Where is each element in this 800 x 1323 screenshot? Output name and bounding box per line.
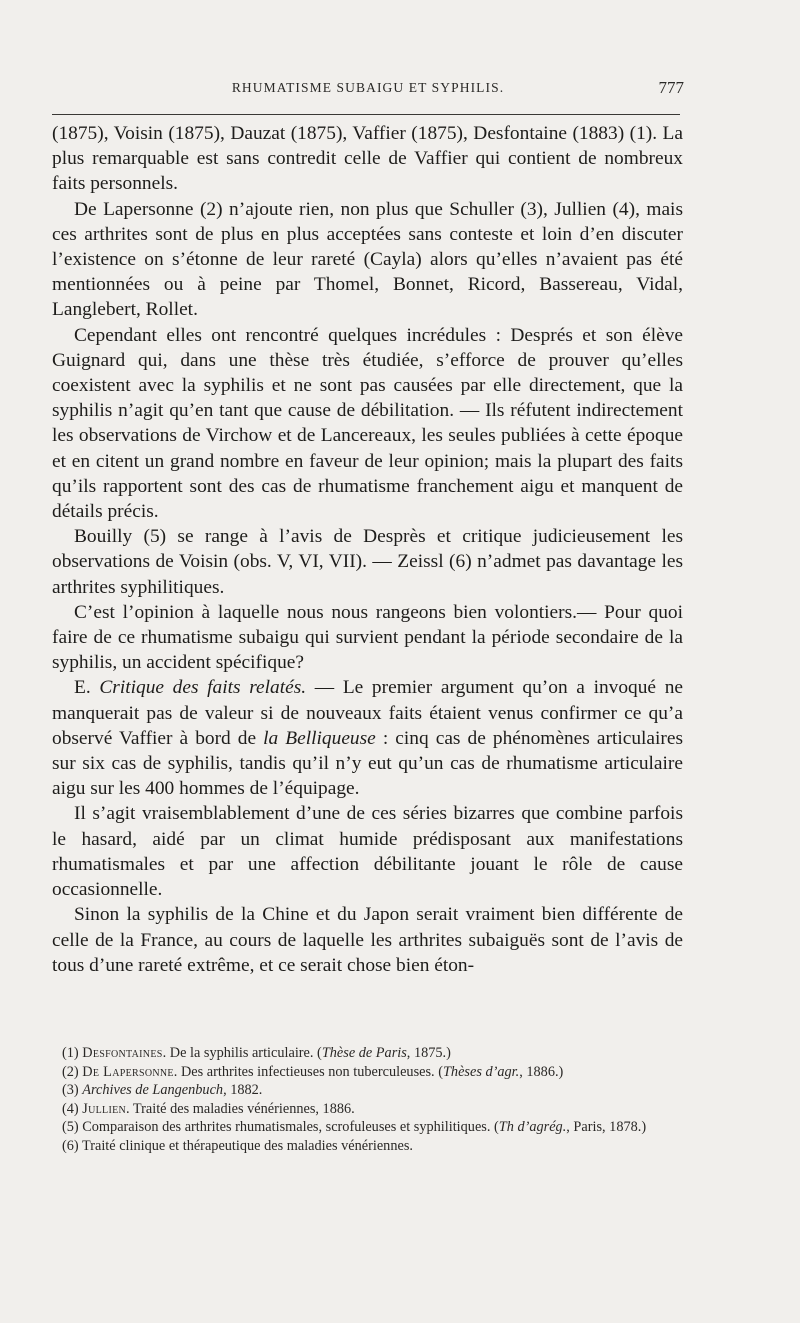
footnote-source: Archives de Langenbuch bbox=[82, 1082, 224, 1098]
footnote-3 bbox=[52, 1081, 682, 1100]
footnote-source: Th d’agrég. bbox=[498, 1119, 567, 1135]
footnote-text: , 1886.) bbox=[519, 1063, 564, 1080]
footnote-author: Desfontaines bbox=[82, 1045, 163, 1061]
running-title: RHUMATISME SUBAIGU ET SYPHILIS. bbox=[231, 80, 505, 95]
body-text bbox=[52, 121, 683, 978]
section-heading: Critique des faits relatés. bbox=[99, 677, 307, 699]
paragraph-5: C’est l’opinion à laquelle nous nous rangeons bien volontiers.— Pour quoi faire de ce rhumatisme subaigu qui survient pendant la période secondaire de la syphilis, un accident spécifique? bbox=[52, 601, 683, 674]
paragraph-3: Cependant elles ont rencontré quelques incrédules : Després et son élève Guignard qui, dans une thèse très étudiée, s’efforce de prouver qu’elles coexistent avec la syphilis et ne sont pas causées par elle directement, que la syphilis n’agit qu’en tant que cause de débilitation. — Ils réfutent indirectement les observations de Virchow et de Lancereaux, les seules publiées à cette époque et en citent un grand nombre en faveur de leur opinion; mais la plupart des faits qu’ils rapportent sont des cas de rhumatisme franchement aigu et manquent de détails précis. bbox=[52, 324, 683, 523]
footnote-author: Jullien bbox=[82, 1100, 127, 1117]
paragraph-6-text-b: : cinq cas de phénomènes articulaires sur six cas de syphilis, tandis qu’il n’y eut qu’un cas de rhumatisme articulaire aigu sur les 400 hommes de l’équipage. bbox=[52, 727, 684, 800]
footnote-text: Traité clinique et thérapeutique des maladies vénériennes. bbox=[82, 1137, 413, 1154]
paragraph-8: Sinon la syphilis de la Chine et du Japon serait vraiment bien différente de celle de la France, au cours de laquelle les arthrites subaiguës sont de l’avis de tous d’une rareté extrême, et ce serait chose bien éton- bbox=[52, 904, 683, 976]
page-number: 777 bbox=[658, 78, 684, 97]
footnote-text: , 1875.) bbox=[406, 1045, 451, 1061]
paragraph-6 bbox=[52, 675, 683, 801]
footnote-number: (6) bbox=[62, 1137, 82, 1154]
footnote-source: Thèse de Paris bbox=[321, 1045, 407, 1061]
section-letter: E. bbox=[74, 677, 100, 699]
paragraph-4: Bouilly (5) se range à l’avis de Desprès et critique judicieusement les observations de Voisin (obs. V, VI, VII). — Zeissl (6) n’admet pas davantage les arthrites syphilitiques. bbox=[52, 526, 683, 598]
footnote-number: (1) bbox=[62, 1045, 83, 1061]
header-rule bbox=[52, 114, 680, 115]
footnote-text: . Traité des maladies vénériennes, 1886. bbox=[126, 1100, 355, 1117]
footnote-number: (2) bbox=[62, 1063, 83, 1080]
footnotes bbox=[52, 1044, 682, 1155]
paragraph-1: (1875), Voisin (1875), Dauzat (1875), Vaffier (1875), Desfontaine (1883) (1). La plus remarquable est sans contredit celle de Vaffier qui contient de nombreux faits personnels. bbox=[52, 123, 683, 195]
footnote-text: Comparaison des arthrites rhumatismales, scrofuleuses et syphilitiques. ( bbox=[82, 1119, 499, 1135]
footnote-author: De Lapersonne bbox=[82, 1063, 174, 1080]
footnote-number: (4) bbox=[62, 1100, 83, 1117]
paragraph-7: Il s’agit vraisemblablement d’une de ces séries bizarres que combine parfois le hasard, aidé par un climat humide prédisposant aux manifestations rhumatismales et par une affection débilitante jouant le rôle de cause occasionnelle. bbox=[52, 803, 683, 901]
paragraph-6-text-a: — Le premier argument qu’on a invoqué ne manquerait pas de valeur si de nouveaux faits étaient venus confirmer ce qu’a observé Vaffier à bord de bbox=[52, 677, 683, 749]
footnote-1 bbox=[52, 1044, 682, 1063]
footnote-number: (5) bbox=[62, 1119, 83, 1135]
footnote-text: , Paris, 1878.) bbox=[566, 1119, 647, 1135]
running-head bbox=[52, 78, 684, 102]
footnote-6 bbox=[52, 1137, 682, 1156]
footnote-source: Thèses d’agr. bbox=[442, 1063, 520, 1080]
footnote-2 bbox=[52, 1063, 682, 1082]
footnote-text: , 1882. bbox=[223, 1082, 263, 1098]
footnote-5 bbox=[52, 1118, 682, 1137]
paragraph-2: De Lapersonne (2) n’ajoute rien, non plus que Schuller (3), Jullien (4), mais ces arthrites sont de plus en plus acceptées sans conteste et loin d’en discuter l’existence on s’étonne de leur rareté (Cayla) alors qu’elles n’avaient pas été mentionnées ou à peine par Thomel, Bonnet, Ricord, Bassereau, Vidal, Langlebert, Rollet. bbox=[52, 198, 683, 321]
footnote-text: . Des arthrites infectieuses non tuberculeuses. ( bbox=[173, 1063, 443, 1080]
footnote-number: (3) bbox=[62, 1082, 83, 1098]
footnote-4 bbox=[52, 1100, 682, 1119]
footnote-text: . De la syphilis articulaire. ( bbox=[162, 1045, 322, 1061]
ship-name: la Belliqueuse bbox=[263, 727, 376, 749]
